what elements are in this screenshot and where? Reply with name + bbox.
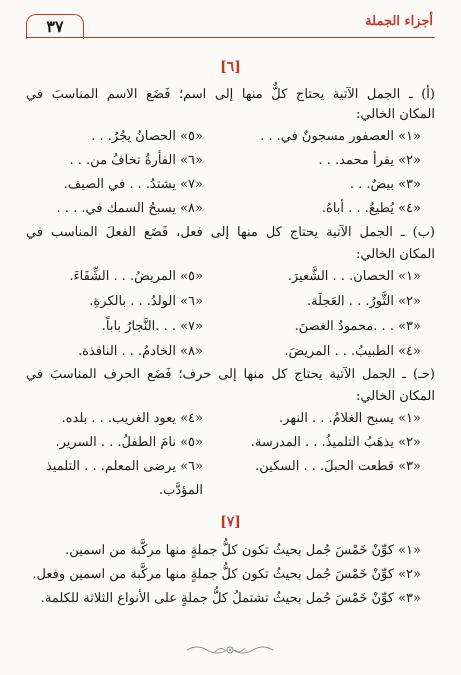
part-a-instruction: (أ) ـ الجمل الآتية يحتاج كلٌّ منها إلى اسم؛ فَضَع الاسم المناسبَ في [26, 87, 435, 102]
exercise-item: «٥» الحصانُ يجُرُ. . . [91, 129, 203, 144]
composition-item: «١» كوِّنْ خَمْسَ جُمل بحيثُ تكون كلُّ جملةٍ منها مركَّبة من اسمين. [65, 543, 421, 558]
exercise-item: «٣» . . .محمودٌ الغصنَ. [294, 319, 421, 334]
exercise-item: «٨» الخادمُ. . . النافذة. [77, 344, 203, 359]
part-a-instruction-cont: المكان الخالي: [355, 107, 435, 122]
exercise-item: «٥» نامَ الطفلُ. . . السرير. [55, 435, 203, 450]
exercise-item: «٤» يعود الغريب. . . بلده. [61, 411, 203, 426]
running-title: أجزاء الجملة [365, 14, 433, 29]
exercise-item: «٢» الثَّورُ. . . العَجلَة. [307, 294, 421, 309]
exercise-item: «٦» الفأرةُ تخافُ من. . . [69, 153, 203, 168]
exercise-row [26, 410, 435, 428]
part-b-instruction: (ب) ـ الجمل الآتية يحتاج كل منها إلى فعل، فَضَع الفعلَ المناسب في [26, 225, 435, 240]
exercise-item: «١» يسبح الغلامُ. . . النهر. [279, 411, 421, 426]
exercise-row [26, 458, 435, 476]
exercise-item: «٤» الطبيبُ. . . المريضَ. [284, 344, 421, 359]
page-number: ٣٧ [26, 14, 84, 39]
exercise-item: «٤» يُطيعُ. . . أباهُ. [321, 201, 421, 216]
exercise-item: «٨» يسبحُ السمك في. . . . [56, 201, 203, 216]
part-b-instruction-cont: المكان الخالي: [355, 247, 435, 262]
header-rule [26, 37, 435, 38]
exercise-item: «٦» يرضى المعلم. . . التلميذ [45, 459, 203, 474]
exercise-row-continuation [26, 482, 435, 500]
exercise-item: «٢» يقرأ محمد. . . [318, 153, 421, 168]
part-c-instruction-cont: المكان الخالي: [355, 389, 435, 404]
decorative-ornament-icon [185, 643, 275, 657]
composition-item: «٣» كوِّنْ خَمْسَ جُمل بحيثُ تشتملُ كلُّ جملةٍ على الأنواع الثلاثة للكلمة. [40, 591, 421, 606]
exercise-item: «١» العصفور مسجونٌ في. . . [260, 129, 421, 144]
exercise-row [26, 152, 435, 170]
exercise-item: «٥» المريضُ. . . الشِّفَاءَ. [69, 269, 203, 284]
exercise-row [26, 176, 435, 194]
part-c-instruction: (حـ) ـ الجمل الآتية يحتاج كل منها إلى حرف؛ فَضَع الحرف المناسبَ في [26, 367, 435, 382]
exercise-row [26, 434, 435, 452]
exercise-row [26, 128, 435, 146]
exercise-item: «٣» قطعت الحبلَ. . . السكين. [255, 459, 421, 474]
section-number-6: [٦] [220, 59, 241, 75]
section-number-7: [٧] [220, 514, 241, 530]
exercise-item-continuation: المؤدَّب. [159, 483, 203, 498]
exercise-item: «٣» بيضٌ. . . [349, 177, 421, 192]
composition-item: «٢» كوِّنْ خَمْسَ جُمل بحيثُ تكون كلُّ جملةٍ منها مركَّبة من اسمين وفعل. [32, 567, 421, 582]
exercise-row [26, 293, 435, 311]
exercise-row [26, 318, 435, 336]
exercise-row [26, 268, 435, 286]
exercise-row [26, 343, 435, 361]
exercise-item: «٧» . . .النَّجارُ باباً. [101, 319, 203, 334]
exercise-item: «٢» يذهَبُ التلميذُ. . . المدرسة. [250, 435, 421, 450]
exercise-item: «٧» يشتدُ. . . في الصيف. [63, 177, 203, 192]
exercise-row [26, 200, 435, 218]
exercise-item: «٦» الولدُ. . . بالكرةِ. [89, 294, 203, 309]
exercise-item: «١» الحصان. . . الشَّعيرَ. [287, 269, 421, 284]
